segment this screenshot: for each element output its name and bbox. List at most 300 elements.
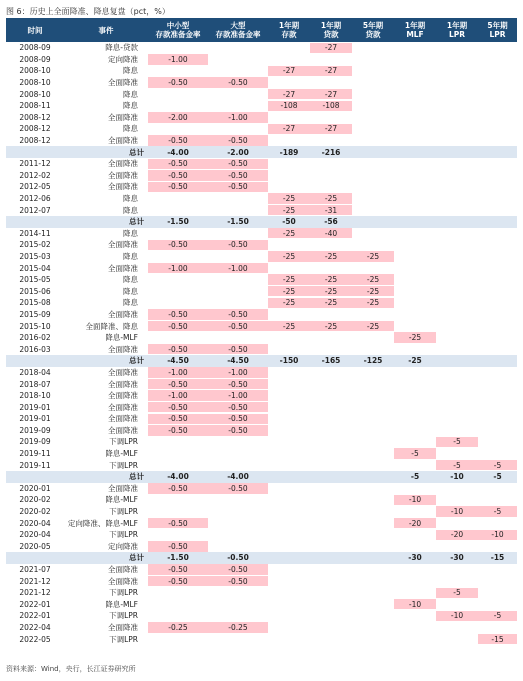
table-row bbox=[6, 77, 517, 89]
event-cell: 下调LPR bbox=[109, 634, 138, 644]
value-text: -0.50 bbox=[148, 77, 208, 87]
value-text: -1.00 bbox=[148, 367, 208, 377]
value-cell bbox=[268, 367, 310, 379]
value-cell bbox=[478, 228, 517, 240]
value-text: -0.50 bbox=[148, 541, 208, 551]
value-cell bbox=[478, 599, 517, 611]
value-cell bbox=[310, 622, 352, 634]
value-cell bbox=[148, 587, 208, 599]
value-cell bbox=[394, 239, 436, 251]
value-cell bbox=[478, 494, 517, 506]
value-cell bbox=[352, 262, 394, 274]
value-cell bbox=[268, 100, 310, 112]
event-cell: 降息 bbox=[123, 101, 138, 111]
value-text: -0.50 bbox=[148, 344, 208, 354]
event-cell: 定向降准、降息-MLF bbox=[67, 518, 138, 528]
value-cell bbox=[352, 599, 394, 611]
value-cell bbox=[478, 529, 517, 541]
value-cell bbox=[394, 181, 436, 193]
value-cell bbox=[268, 77, 310, 89]
value-cell bbox=[478, 378, 517, 390]
value-cell bbox=[148, 158, 208, 170]
value-cell bbox=[268, 158, 310, 170]
event-cell: 降息 bbox=[123, 194, 138, 204]
value-cell bbox=[268, 228, 310, 240]
value-text: -0.50 bbox=[148, 182, 208, 192]
value-cell bbox=[310, 378, 352, 390]
rate-cut-table bbox=[6, 18, 517, 645]
date-cell bbox=[6, 552, 64, 564]
event-cell: 全面降准 bbox=[108, 78, 138, 88]
value-cell bbox=[148, 610, 208, 622]
value-cell: -150 bbox=[279, 356, 299, 366]
value-text: -0.25 bbox=[208, 622, 268, 632]
date-cell: 2015-10 bbox=[19, 321, 51, 331]
value-cell bbox=[208, 239, 268, 251]
table-row bbox=[6, 564, 517, 576]
value-cell bbox=[394, 309, 436, 321]
header-cell: 1年期 贷款 bbox=[320, 21, 342, 39]
value-cell bbox=[436, 262, 478, 274]
value-cell bbox=[268, 285, 310, 297]
event-cell: 总计 bbox=[129, 217, 144, 227]
value-cell bbox=[436, 88, 478, 100]
value-text: -25 bbox=[352, 286, 394, 296]
value-cell bbox=[478, 587, 517, 599]
value-text: -0.25 bbox=[148, 622, 208, 632]
value-cell bbox=[394, 285, 436, 297]
value-cell bbox=[310, 529, 352, 541]
value-cell bbox=[208, 378, 268, 390]
value-cell bbox=[352, 622, 394, 634]
value-cell bbox=[310, 425, 352, 437]
value-cell bbox=[310, 367, 352, 379]
value-cell bbox=[310, 541, 352, 553]
value-cell bbox=[436, 146, 478, 158]
value-cell bbox=[352, 483, 394, 495]
date-cell bbox=[6, 471, 64, 483]
value-cell bbox=[310, 297, 352, 309]
value-cell bbox=[352, 251, 394, 263]
value-cell bbox=[478, 251, 517, 263]
value-cell bbox=[352, 54, 394, 66]
value-cell bbox=[208, 135, 268, 147]
value-cell bbox=[268, 309, 310, 321]
value-cell bbox=[208, 343, 268, 355]
value-cell bbox=[208, 436, 268, 448]
date-cell: 2020-05 bbox=[19, 541, 51, 551]
value-cell: -10 bbox=[450, 472, 464, 482]
value-cell bbox=[352, 506, 394, 518]
value-text: -0.50 bbox=[148, 414, 208, 424]
value-cell: -15 bbox=[490, 553, 505, 563]
value-cell: -189 bbox=[279, 147, 299, 157]
value-cell bbox=[208, 529, 268, 541]
value-cell bbox=[352, 459, 394, 471]
value-text: -27 bbox=[268, 66, 310, 76]
table-row bbox=[6, 378, 517, 390]
value-cell bbox=[208, 158, 268, 170]
value-text: -10 bbox=[394, 599, 436, 609]
total-row bbox=[6, 216, 517, 228]
value-cell bbox=[352, 297, 394, 309]
value-text: -0.50 bbox=[148, 425, 208, 435]
value-cell bbox=[208, 170, 268, 182]
date-cell: 2020-02 bbox=[19, 495, 51, 505]
event-cell: 全面降准 bbox=[108, 379, 138, 389]
value-cell bbox=[310, 42, 352, 54]
value-cell bbox=[478, 112, 517, 124]
value-cell bbox=[394, 262, 436, 274]
value-cell bbox=[268, 88, 310, 100]
value-cell bbox=[394, 88, 436, 100]
header-cell: 中小型 存款准备金率 bbox=[155, 21, 201, 39]
value-text: -25 bbox=[310, 251, 352, 261]
value-cell bbox=[352, 378, 394, 390]
table-row bbox=[6, 181, 517, 193]
value-cell bbox=[478, 135, 517, 147]
date-cell: 2014-11 bbox=[19, 228, 51, 238]
date-cell: 2016-03 bbox=[19, 344, 51, 354]
value-cell bbox=[208, 262, 268, 274]
value-text: -5 bbox=[436, 460, 478, 470]
value-cell bbox=[478, 425, 517, 437]
value-cell bbox=[352, 343, 394, 355]
value-cell bbox=[478, 77, 517, 89]
table-row bbox=[6, 88, 517, 100]
value-text: -25 bbox=[268, 321, 310, 331]
value-cell bbox=[310, 158, 352, 170]
date-cell bbox=[6, 146, 64, 158]
event-cell: 定向降准 bbox=[108, 54, 138, 64]
value-cell bbox=[148, 332, 208, 344]
value-cell bbox=[436, 285, 478, 297]
value-cell bbox=[436, 135, 478, 147]
value-text: -0.50 bbox=[148, 309, 208, 319]
header-cell: 1年期 MLF bbox=[404, 21, 426, 39]
value-cell bbox=[436, 436, 478, 448]
value-text: -15 bbox=[478, 634, 517, 644]
value-cell: -50 bbox=[282, 217, 296, 227]
value-text: -5 bbox=[394, 448, 436, 458]
value-text: -1.00 bbox=[208, 263, 268, 273]
value-cell bbox=[310, 239, 352, 251]
value-text: -25 bbox=[268, 193, 310, 203]
table-row bbox=[6, 112, 517, 124]
value-cell bbox=[352, 65, 394, 77]
value-cell bbox=[148, 529, 208, 541]
value-cell bbox=[478, 297, 517, 309]
value-cell bbox=[310, 459, 352, 471]
value-cell bbox=[394, 413, 436, 425]
value-cell bbox=[268, 251, 310, 263]
date-cell: 2008-11 bbox=[19, 101, 51, 111]
date-cell: 2012-07 bbox=[19, 205, 51, 215]
value-cell bbox=[478, 459, 517, 471]
table-row bbox=[6, 274, 517, 286]
value-cell bbox=[478, 506, 517, 518]
value-cell bbox=[310, 633, 352, 645]
value-cell bbox=[394, 297, 436, 309]
value-cell bbox=[208, 541, 268, 553]
event-cell: 总计 bbox=[129, 356, 144, 366]
value-cell bbox=[436, 541, 478, 553]
event-cell: 降息-MLF bbox=[105, 333, 138, 343]
value-cell bbox=[436, 332, 478, 344]
date-cell: 2008-12 bbox=[19, 124, 51, 134]
value-cell bbox=[268, 483, 310, 495]
table-row bbox=[6, 599, 517, 611]
value-text: -1.00 bbox=[208, 390, 268, 400]
date-cell: 2008-10 bbox=[19, 89, 51, 99]
value-cell bbox=[352, 158, 394, 170]
value-text: -27 bbox=[310, 89, 352, 99]
value-text: -27 bbox=[310, 124, 352, 134]
value-cell bbox=[208, 285, 268, 297]
value-text: -5 bbox=[478, 506, 517, 516]
value-cell bbox=[148, 564, 208, 576]
value-cell bbox=[436, 378, 478, 390]
value-cell bbox=[436, 343, 478, 355]
value-text: -25 bbox=[352, 298, 394, 308]
value-cell bbox=[352, 401, 394, 413]
value-cell bbox=[310, 204, 352, 216]
value-cell bbox=[478, 65, 517, 77]
event-cell: 全面降准 bbox=[108, 402, 138, 412]
value-cell bbox=[148, 204, 208, 216]
value-text: -1.00 bbox=[208, 112, 268, 122]
event-cell: 总计 bbox=[129, 472, 144, 482]
value-cell bbox=[310, 285, 352, 297]
value-cell bbox=[208, 274, 268, 286]
table-row bbox=[6, 239, 517, 251]
event-cell: 下调LPR bbox=[109, 507, 138, 517]
value-cell bbox=[148, 494, 208, 506]
value-text: -0.50 bbox=[208, 344, 268, 354]
value-cell bbox=[268, 112, 310, 124]
value-text: -0.50 bbox=[208, 564, 268, 574]
table-row bbox=[6, 170, 517, 182]
value-cell bbox=[268, 181, 310, 193]
value-cell bbox=[148, 170, 208, 182]
value-cell bbox=[310, 401, 352, 413]
table-header bbox=[6, 18, 517, 42]
table-row bbox=[6, 448, 517, 460]
value-cell bbox=[352, 88, 394, 100]
value-cell bbox=[148, 285, 208, 297]
value-cell bbox=[394, 332, 436, 344]
value-text: -25 bbox=[268, 274, 310, 284]
value-cell bbox=[352, 77, 394, 89]
value-cell bbox=[436, 517, 478, 529]
event-cell: 全面降准 bbox=[108, 240, 138, 250]
value-cell bbox=[352, 100, 394, 112]
value-text: -10 bbox=[436, 506, 478, 516]
value-cell bbox=[208, 181, 268, 193]
value-cell bbox=[208, 599, 268, 611]
value-cell bbox=[148, 448, 208, 460]
value-cell bbox=[478, 216, 517, 228]
value-cell bbox=[310, 228, 352, 240]
value-cell bbox=[436, 158, 478, 170]
value-cell bbox=[310, 471, 352, 483]
figure-title: 图 6：历史上全面降准、降息复盘（pct，%） bbox=[6, 7, 170, 16]
value-text: -0.50 bbox=[208, 240, 268, 250]
value-text: -25 bbox=[310, 286, 352, 296]
value-cell bbox=[310, 413, 352, 425]
value-cell bbox=[352, 436, 394, 448]
value-cell bbox=[352, 517, 394, 529]
value-cell bbox=[310, 320, 352, 332]
value-text: -0.50 bbox=[208, 425, 268, 435]
table-row bbox=[6, 332, 517, 344]
header-cell: 5年期 LPR bbox=[487, 21, 508, 39]
value-cell bbox=[394, 343, 436, 355]
value-cell bbox=[478, 483, 517, 495]
event-cell: 全面降准、降息 bbox=[85, 321, 138, 331]
date-cell: 2019-09 bbox=[19, 437, 51, 447]
event-cell: 全面降准 bbox=[108, 170, 138, 180]
value-text: -5 bbox=[478, 460, 517, 470]
value-text: -25 bbox=[352, 251, 394, 261]
value-cell bbox=[310, 251, 352, 263]
value-cell bbox=[352, 216, 394, 228]
value-text: -31 bbox=[310, 205, 352, 215]
value-cell bbox=[352, 529, 394, 541]
value-cell bbox=[148, 599, 208, 611]
value-text: -20 bbox=[436, 530, 478, 540]
date-cell: 2019-09 bbox=[19, 425, 51, 435]
value-text: -0.50 bbox=[208, 402, 268, 412]
value-cell bbox=[352, 332, 394, 344]
value-cell bbox=[268, 459, 310, 471]
table-row bbox=[6, 193, 517, 205]
value-text: -5 bbox=[436, 437, 478, 447]
date-cell: 2008-09 bbox=[19, 54, 51, 64]
value-cell bbox=[394, 517, 436, 529]
value-cell bbox=[394, 112, 436, 124]
value-cell bbox=[394, 622, 436, 634]
value-cell bbox=[436, 564, 478, 576]
value-cell bbox=[268, 448, 310, 460]
value-cell bbox=[394, 100, 436, 112]
value-cell: -1.50 bbox=[227, 217, 249, 227]
value-cell bbox=[478, 401, 517, 413]
value-cell bbox=[208, 494, 268, 506]
value-text: -0.50 bbox=[148, 379, 208, 389]
value-text: -0.50 bbox=[148, 240, 208, 250]
value-cell bbox=[268, 42, 310, 54]
table-row bbox=[6, 622, 517, 634]
value-cell bbox=[436, 65, 478, 77]
value-cell bbox=[394, 158, 436, 170]
value-cell bbox=[208, 297, 268, 309]
value-cell bbox=[208, 483, 268, 495]
value-cell bbox=[268, 332, 310, 344]
date-cell: 2021-07 bbox=[19, 565, 51, 575]
value-cell bbox=[436, 413, 478, 425]
table-row bbox=[6, 65, 517, 77]
value-cell bbox=[352, 181, 394, 193]
value-cell: -30 bbox=[408, 553, 422, 563]
table-row bbox=[6, 390, 517, 402]
value-cell bbox=[436, 170, 478, 182]
value-cell bbox=[148, 42, 208, 54]
date-cell: 2015-08 bbox=[19, 298, 51, 308]
value-cell bbox=[208, 506, 268, 518]
date-cell: 2021-12 bbox=[19, 576, 51, 586]
value-text: -1.00 bbox=[148, 54, 208, 64]
value-cell bbox=[148, 459, 208, 471]
value-text: -0.50 bbox=[208, 576, 268, 586]
value-cell bbox=[394, 228, 436, 240]
value-text: -1.00 bbox=[208, 367, 268, 377]
date-cell: 2022-05 bbox=[19, 634, 51, 644]
value-text: -1.00 bbox=[148, 390, 208, 400]
value-cell bbox=[478, 123, 517, 135]
event-cell: 降息 bbox=[123, 275, 138, 285]
value-cell bbox=[148, 378, 208, 390]
value-cell bbox=[394, 494, 436, 506]
value-cell bbox=[208, 459, 268, 471]
table-row bbox=[6, 367, 517, 379]
value-cell bbox=[478, 517, 517, 529]
value-text: -25 bbox=[352, 321, 394, 331]
value-text: -0.50 bbox=[148, 321, 208, 331]
value-cell bbox=[436, 575, 478, 587]
value-cell bbox=[148, 413, 208, 425]
value-text: -0.50 bbox=[148, 402, 208, 412]
value-cell bbox=[394, 448, 436, 460]
value-cell bbox=[352, 367, 394, 379]
total-row bbox=[6, 146, 517, 158]
value-cell bbox=[310, 123, 352, 135]
value-cell bbox=[394, 529, 436, 541]
value-cell bbox=[436, 587, 478, 599]
value-cell bbox=[268, 436, 310, 448]
date-cell: 2008-12 bbox=[19, 136, 51, 146]
value-cell bbox=[352, 448, 394, 460]
event-cell: 下调LPR bbox=[109, 588, 138, 598]
value-cell bbox=[352, 193, 394, 205]
value-cell bbox=[310, 494, 352, 506]
value-cell bbox=[208, 610, 268, 622]
value-text: -0.50 bbox=[208, 379, 268, 389]
date-cell: 2011-12 bbox=[19, 159, 51, 169]
value-cell bbox=[436, 239, 478, 251]
value-cell bbox=[208, 332, 268, 344]
value-cell bbox=[394, 193, 436, 205]
value-cell: -25 bbox=[408, 356, 422, 366]
value-cell bbox=[310, 390, 352, 402]
date-cell: 2019-11 bbox=[19, 460, 51, 470]
value-cell bbox=[436, 42, 478, 54]
value-text: -0.50 bbox=[208, 414, 268, 424]
value-cell bbox=[352, 42, 394, 54]
event-cell: 全面降准 bbox=[108, 136, 138, 146]
value-cell bbox=[148, 251, 208, 263]
value-cell bbox=[148, 65, 208, 77]
event-cell: 下调LPR bbox=[109, 530, 138, 540]
value-cell bbox=[394, 146, 436, 158]
value-cell bbox=[208, 123, 268, 135]
table-row bbox=[6, 587, 517, 599]
value-cell bbox=[352, 285, 394, 297]
source-note: 资料来源：Wind，央行，长江证券研究所 bbox=[6, 665, 136, 673]
value-cell bbox=[478, 448, 517, 460]
value-cell bbox=[148, 274, 208, 286]
value-text: -25 bbox=[310, 298, 352, 308]
